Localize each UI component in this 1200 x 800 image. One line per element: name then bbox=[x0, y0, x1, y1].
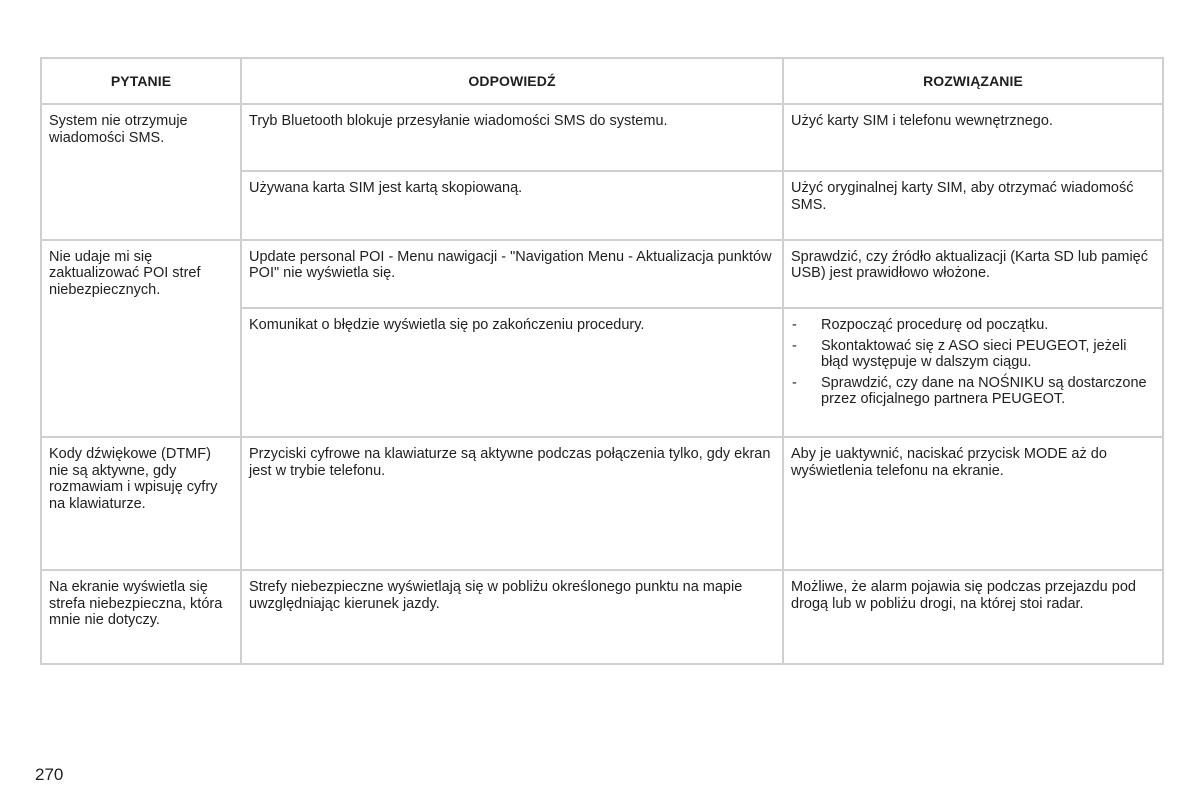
solution-cell bbox=[783, 240, 1163, 308]
solution-text: Użyć karty SIM i telefonu wewnętrznego. bbox=[791, 113, 1053, 129]
question-text: System nie otrzymuje wiadomości SMS. bbox=[49, 113, 188, 146]
answer-cell bbox=[241, 104, 783, 171]
list-item bbox=[791, 317, 1155, 334]
solution-text: Sprawdzić, czy źródło aktualizacji (Karta SD lub pamięć USB) jest prawidłowo włożone. bbox=[791, 248, 1148, 282]
answer-text: Komunikat o błędzie wyświetla się po zakończeniu procedury. bbox=[249, 317, 645, 334]
solution-cell bbox=[783, 104, 1163, 171]
question-cell bbox=[41, 104, 241, 240]
bullet-dash: - bbox=[792, 374, 797, 391]
solution-cell bbox=[783, 437, 1163, 570]
bullet-text: Sprawdzić, czy dane na NOŚNIKU są dostarczone przez oficjalnego partnera PEUGEOT. bbox=[821, 374, 1147, 408]
header-question: PYTANIE bbox=[41, 58, 241, 104]
solution-bullet-list bbox=[791, 317, 1155, 408]
question-cell bbox=[41, 240, 241, 437]
answer-text: Tryb Bluetooth blokuje przesyłanie wiadomości SMS do systemu. bbox=[249, 113, 668, 129]
table-header-row bbox=[41, 58, 1163, 104]
bullet-dash: - bbox=[792, 317, 797, 334]
bullet-dash: - bbox=[792, 337, 797, 354]
answer-text: Używana karta SIM jest kartą skopiowaną. bbox=[249, 180, 523, 197]
answer-text: Update personal POI - Menu nawigacji - "Navigation Menu - Aktualizacja punktów POI" nie wyświetla się. bbox=[249, 248, 772, 282]
answer-cell bbox=[241, 171, 783, 239]
troubleshooting-table bbox=[40, 57, 1164, 665]
question-cell bbox=[41, 437, 241, 570]
table-row bbox=[41, 240, 1163, 308]
answer-cell bbox=[241, 308, 783, 437]
answer-cell bbox=[241, 240, 783, 308]
list-item bbox=[791, 375, 1155, 408]
header-answer: ODPOWIEDŹ bbox=[241, 58, 783, 104]
solution-text: Użyć oryginalnej karty SIM, aby otrzymać wiadomość SMS. bbox=[791, 180, 1134, 213]
answer-text: Przyciski cyfrowe na klawiaturze są aktywne podczas połączenia tylko, gdy ekran jest w trybie telefonu. bbox=[249, 446, 771, 479]
bullet-text: Skontaktować się z ASO sieci PEUGEOT, jeżeli błąd występuje w dalszym ciągu. bbox=[821, 337, 1127, 371]
question-text: Nie udaje mi się zaktualizować POI stref niebezpiecznych. bbox=[49, 248, 201, 298]
table-row bbox=[41, 570, 1163, 664]
page-number: 270 bbox=[35, 765, 64, 784]
question-cell bbox=[41, 570, 241, 664]
answer-cell bbox=[241, 437, 783, 570]
solution-bullets-container bbox=[784, 309, 1162, 418]
solution-text: Możliwe, że alarm pojawia się podczas przejazdu pod drogą lub w pobliżu drogi, na której stoi radar. bbox=[791, 579, 1136, 612]
header-solution: ROZWIĄZANIE bbox=[783, 58, 1163, 104]
table-row bbox=[41, 437, 1163, 570]
question-text: Na ekranie wyświetla się strefa niebezpieczna, która mnie nie dotyczy. bbox=[49, 579, 223, 629]
table-row bbox=[41, 104, 1163, 171]
answer-text: Strefy niebezpieczne wyświetlają się w pobliżu określonego punktu na mapie uwzględniając kierunek jazdy. bbox=[249, 579, 743, 612]
bullet-text: Rozpocząć procedurę od początku. bbox=[821, 317, 1049, 334]
solution-cell bbox=[783, 171, 1163, 239]
answer-cell bbox=[241, 570, 783, 664]
solution-cell bbox=[783, 570, 1163, 664]
question-text: Kody dźwiękowe (DTMF) nie są aktywne, gdy rozmawiam i wpisuję cyfry na klawiaturze. bbox=[49, 446, 218, 512]
list-item bbox=[791, 338, 1155, 371]
solution-text: Aby je uaktywnić, naciskać przycisk MODE aż do wyświetlenia telefonu na ekranie. bbox=[791, 446, 1107, 479]
solution-cell bbox=[783, 308, 1163, 437]
